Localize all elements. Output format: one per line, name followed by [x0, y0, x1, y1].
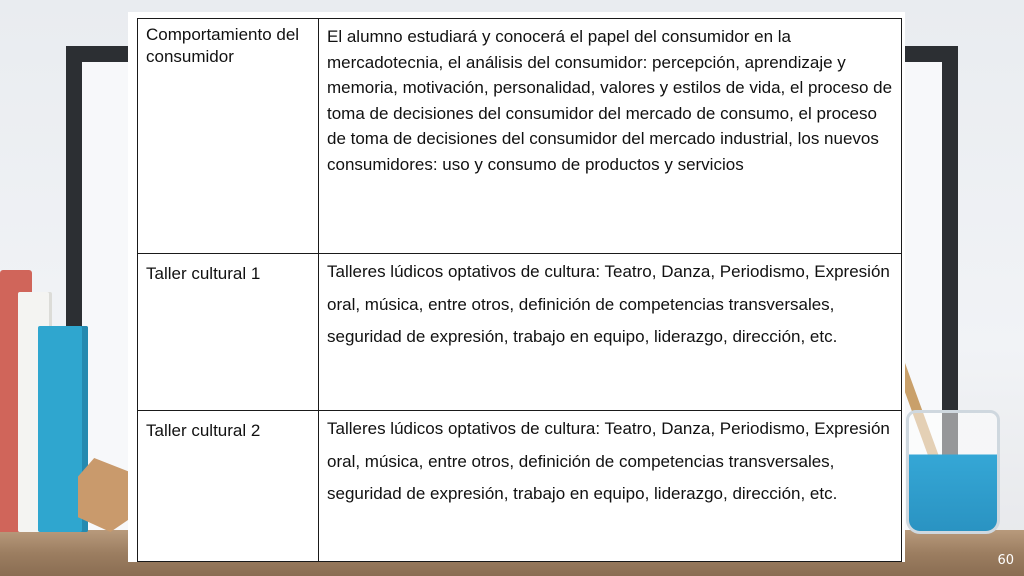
- course-description-cell: Talleres lúdicos optativos de cultura: Teatro, Danza, Periodismo, Expresión oral, música, entre otros, definición de competencias transversales, seguridad de expresión, trabajo en equipo, liderazgo, dirección, etc.: [319, 411, 902, 562]
- course-description-cell: El alumno estudiará y conocerá el papel del consumidor en la mercadotecnia, el análisis del consumidor: percepción, aprendizaje y memoria, motivación, personalidad, valores y estilos de vida, el proceso de toma de decisiones del consumidor del mercado de consumo, el proceso de toma de decisiones del consumidor del mercado industrial, los nuevos consumidores: uso y consumo de productos y servicios: [319, 19, 902, 254]
- table-row: [138, 19, 902, 254]
- course-description-cell: Talleres lúdicos optativos de cultura: Teatro, Danza, Periodismo, Expresión oral, música, entre otros, definición de competencias transversales, seguridad de expresión, trabajo en equipo, liderazgo, dirección, etc.: [319, 254, 902, 411]
- table-row: [138, 411, 902, 562]
- course-name-cell: Comportamiento del consumidor: [138, 19, 319, 254]
- decorative-water-jar: [906, 410, 1000, 534]
- table-row: [138, 254, 902, 411]
- slide-page-number: 60: [997, 553, 1014, 568]
- course-table-document: [128, 12, 905, 562]
- course-table: [137, 18, 902, 562]
- course-name-cell: Taller cultural 1: [138, 254, 319, 411]
- course-name-cell: Taller cultural 2: [138, 411, 319, 562]
